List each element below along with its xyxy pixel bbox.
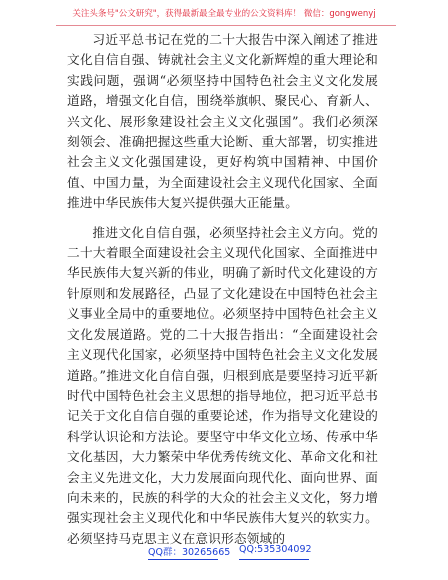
header-divider bbox=[56, 25, 396, 26]
paragraph-2: 推进文化自信自强，必须坚持社会主义方向。党的二十大着眼全面建设社会主义现代化国家、全面推进中华民族伟大复兴新的伟业，明确了新时代文化建设的方针原则和发展路径，凸显了文化建设在中国特色社会主义事业全局中的重要地位。必须坚持中国特色社会主义文化发展道路。党的二十大报告指出：“全面建设社会主义现代化国家，必须坚持中国特色社会主义文化发展道路。”推进文化自信自强，归根到底是要坚持习近平新时代中国特色社会主义思想的指导地位，把习近平总书记关于文化自信自强的重要论述，作为指导文化建设的科学认识论和方法论。要坚守中华文化立场、传承中华文化基因，大力繁荣中华优秀传统文化、革命文化和社会主义先进文化，大力发展面向现代化、面向世界、面向未来的，民族的科学的大众的社会主义文化，努力增强实现社会主义现代化和中华民族伟大复兴的软实力。必须坚持马克思主义在意识形态领域的 bbox=[67, 224, 378, 546]
header-banner bbox=[0, 0, 448, 32]
paragraph-1: 习近平总书记在党的二十大报告中深入阐述了推进文化自信自强、铸就社会主义文化新辉煌的重大理论和实践问题，强调“必须坚持中国特色社会主义文化发展道路，增强文化自信，围绕举旗帜、聚民心、育新人、兴文化、展形象建设社会主义文化强国”。我们必须深刻领会、准确把握这些重大论断、重大部署，切实推进社会主义文化强国建设，更好构筑中国精神、中国价值、中国力量，为全面建设社会主义现代化国家、全面推进中华民族伟大复兴提供强大正能量。 bbox=[67, 32, 378, 211]
footer-qq-link[interactable]: QQ:535304092 bbox=[239, 544, 312, 555]
qq-group-underline bbox=[148, 559, 218, 560]
document-body bbox=[67, 30, 378, 549]
header-banner-text: 关注头条号"公文研究"，获得最新最全最专业的公文资料库！ 微信：gongwenyj bbox=[72, 9, 376, 19]
footer-contacts bbox=[0, 544, 448, 558]
footer-qq-group-link[interactable]: QQ群：30265665 bbox=[148, 547, 231, 558]
qq-underline bbox=[239, 559, 309, 560]
